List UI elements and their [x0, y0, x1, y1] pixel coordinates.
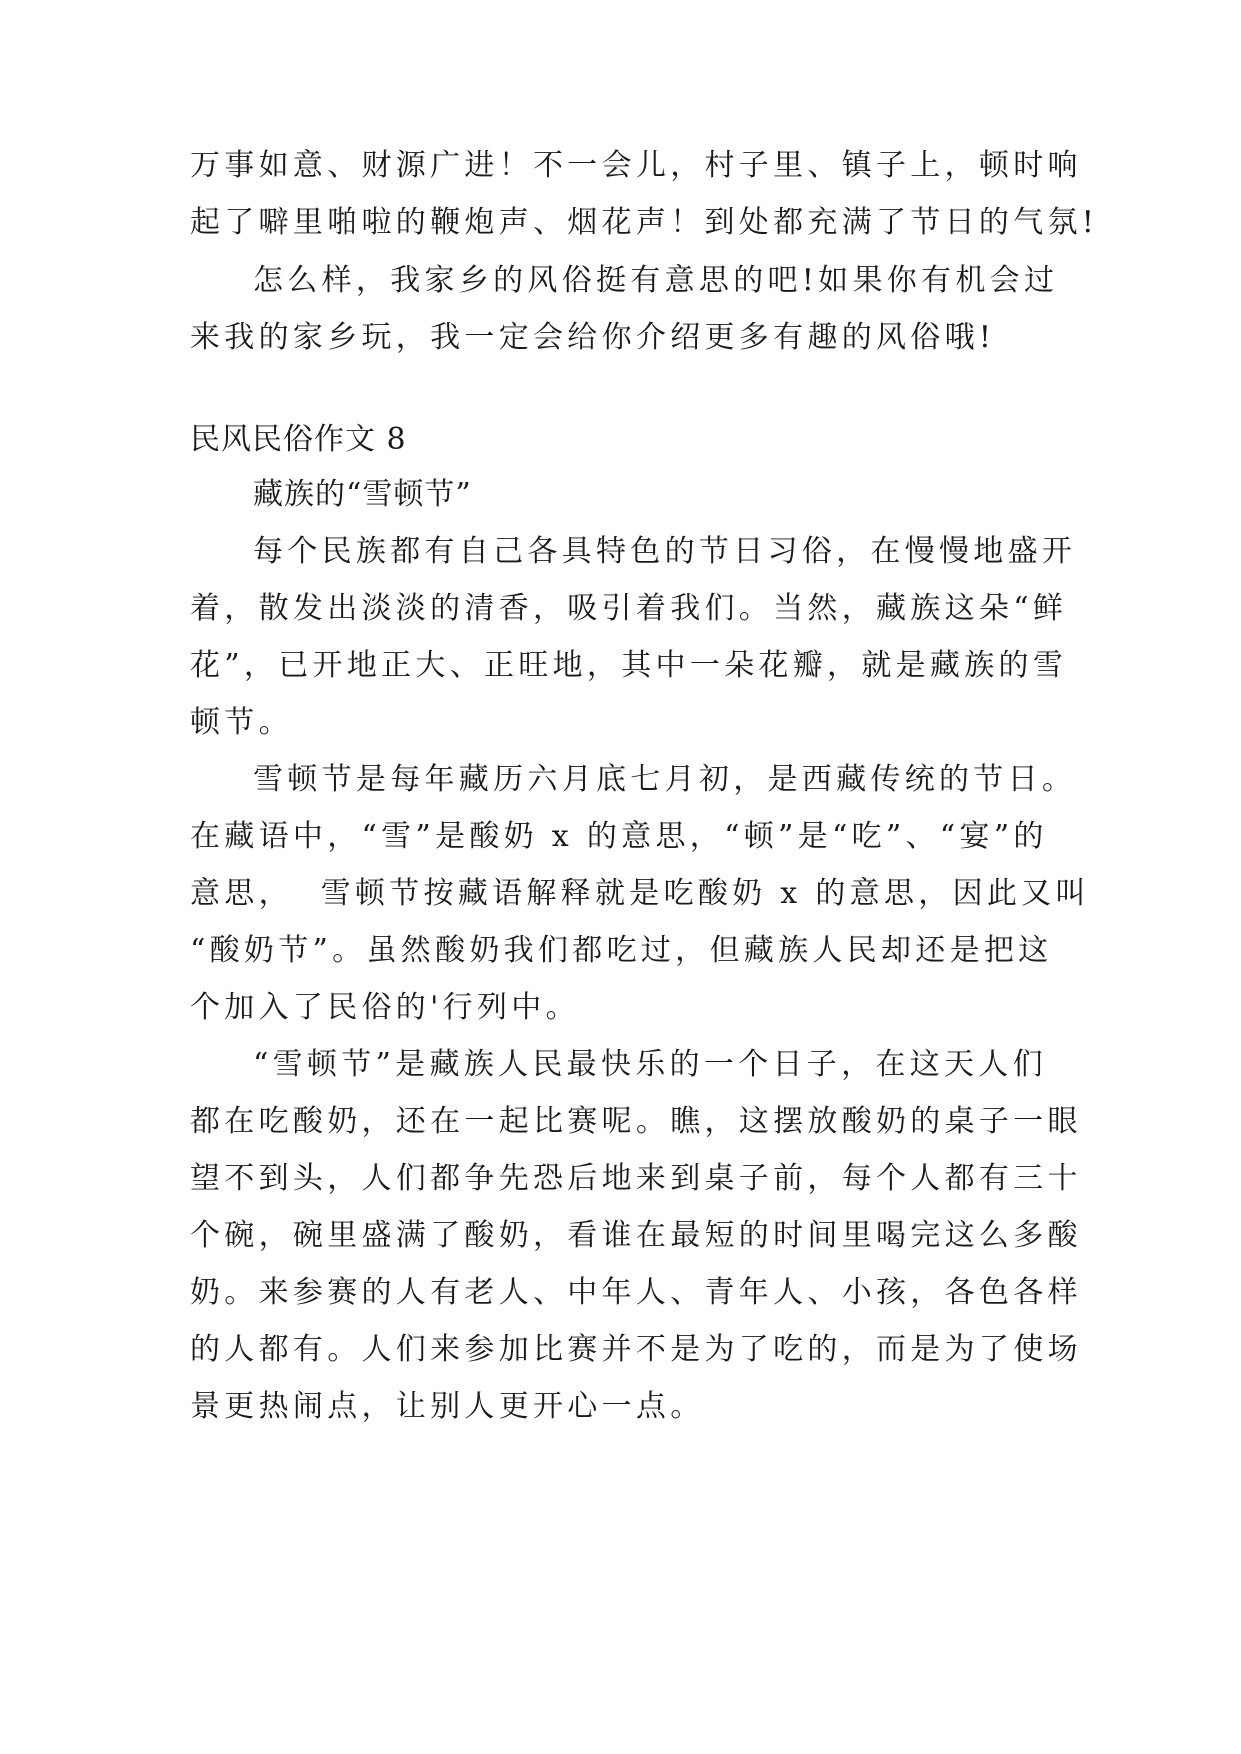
text-line: 来我的家乡玩，我一定会给你介绍更多有趣的风俗哦!	[190, 320, 996, 355]
text-line: 起了噼里啪啦的鞭炮声、烟花声！到处都充满了节日的气氛!	[190, 205, 1099, 240]
text-line: “酸奶节”。虽然酸奶我们都吃过，但藏族人民却还是把这	[190, 933, 1053, 968]
text-line: 花”，已开地正大、正旺地，其中一朵花瓣，就是藏族的雪	[190, 648, 1068, 683]
text-line: 着，散发出淡淡的清香，吸引着我们。当然，藏族这朵“鲜	[190, 591, 1068, 626]
essay-title: 藏族的“雪顿节”	[253, 477, 472, 512]
text-line: 景更热闹点，让别人更开心一点。	[190, 1389, 705, 1424]
text-line: 意思， 雪顿节按藏语解释就是吃酸奶 x 的意思，因此又叫	[190, 876, 1090, 911]
text-line: 都在吃酸奶，还在一起比赛呢。瞧，这摆放酸奶的桌子一眼	[190, 1104, 1082, 1139]
text-line: 奶。来参赛的人有老人、中年人、青年人、小孩，各色各样	[190, 1275, 1082, 1310]
text-line: 望不到头，人们都争先恐后地来到桌子前，每个人都有三十	[190, 1161, 1082, 1196]
section-heading: 民风民俗作文 8	[190, 422, 407, 457]
paragraph-start-line: 怎么样，我家乡的风俗挺有意思的吧!如果你有机会过	[253, 263, 1059, 298]
paragraph-start-line: “雪顿节”是藏族人民最快乐的一个日子，在这天人们	[253, 1047, 1047, 1082]
text-line: 顿节。	[190, 705, 293, 740]
paragraph-start-line: 每个民族都有自己各具特色的节日习俗，在慢慢地盛开	[253, 534, 1077, 569]
text-line: 在藏语中，“雪”是酸奶 x 的意思，“顿”是“吃”、“宴”的	[190, 819, 1048, 854]
text-line: 的人都有。人们来参加比赛并不是为了吃的，而是为了使场	[190, 1332, 1082, 1367]
text-line: 个碗，碗里盛满了酸奶，看谁在最短的时间里喝完这么多酸	[190, 1218, 1082, 1253]
paragraph-start-line: 雪顿节是每年藏历六月底七月初，是西藏传统的节日。	[253, 762, 1077, 797]
text-line: 万事如意、财源广进！不一会儿，村子里、镇子上，顿时响	[190, 148, 1082, 183]
text-line: 个加入了民俗的'行列中。	[190, 990, 580, 1025]
